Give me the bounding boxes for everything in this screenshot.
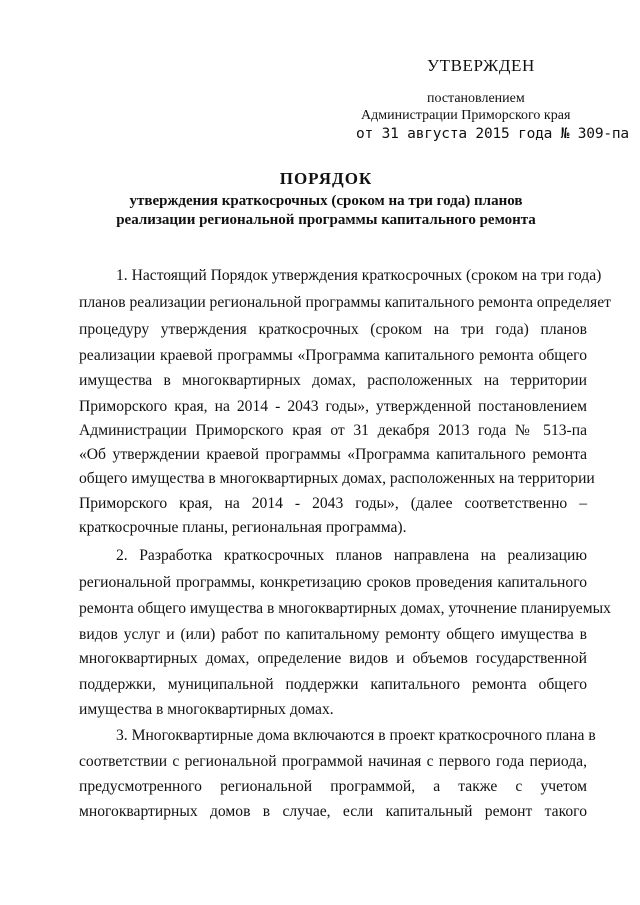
paragraph-1-line: Администрации Приморского края от 31 декабря 2013 года № 513-па xyxy=(79,422,587,439)
paragraph-2-line: 2. Разработка краткосрочных планов направлена на реализацию xyxy=(116,547,587,564)
document-subtitle-line: утверждения краткосрочных (сроком на три года) планов xyxy=(129,193,523,209)
paragraph-1-line: 1. Настоящий Порядок утверждения краткосрочных (сроком на три года) xyxy=(116,267,602,284)
paragraph-2-line: региональной программы, конкретизацию сроков проведения капитального xyxy=(79,574,587,591)
paragraph-2-line: видов услуг и (или) работ по капитальному ремонту общего имущества в xyxy=(79,626,587,643)
approval-decree: постановлением xyxy=(427,91,525,106)
paragraph-2-line: поддержки, муниципальной поддержки капитального ремонта общего xyxy=(79,676,587,693)
document-title: ПОРЯДОК xyxy=(279,169,373,188)
paragraph-1-line: Приморского края, на 2014 - 2043 годы», (далее соответственно – xyxy=(79,495,587,512)
approval-administration: Администрации Приморского края xyxy=(361,108,571,123)
paragraph-1-line: имущества в многоквартирных домах, расположенных на территории xyxy=(79,372,587,389)
paragraph-3-line: 3. Многоквартирные дома включаются в проект краткосрочного плана в xyxy=(116,727,596,744)
paragraph-3-line: многоквартирных домов в случае, если капитальный ремонт такого xyxy=(79,803,587,820)
paragraph-3-line: предусмотренного региональной программой, а также с учетом xyxy=(79,778,587,795)
approval-date-line: от 31 августа 2015 года № 309-па xyxy=(356,126,629,142)
paragraph-2-line: имущества в многоквартирных домах. xyxy=(79,701,334,718)
paragraph-3-line: соответствии с региональной программой начиная с первого года периода, xyxy=(79,753,587,770)
paragraph-1-line: общего имущества в многоквартирных домах, расположенных на территории xyxy=(79,470,595,487)
paragraph-1-line: Приморского края, на 2014 - 2043 годы», утвержденной постановлением xyxy=(79,398,587,415)
document-subtitle-line: реализации региональной программы капитального ремонта xyxy=(116,212,536,228)
paragraph-2-line: ремонта общего имущества в многоквартирных домах, уточнение планируемых xyxy=(79,600,611,617)
paragraph-1-line: краткосрочные планы, региональная программа). xyxy=(79,519,407,536)
paragraph-1-line: реализации краевой программы «Программа капитального ремонта общего xyxy=(79,347,587,364)
paragraph-1-line: «Об утверждении краевой программы «Программа капитального ремонта xyxy=(79,446,587,463)
approval-heading: УТВЕРЖДЕН xyxy=(427,56,535,75)
paragraph-2-line: многоквартирных домах, определение видов и объемов государственной xyxy=(79,650,587,667)
paragraph-1-line: планов реализации региональной программы капитального ремонта определяет xyxy=(79,294,611,311)
paragraph-1-line: процедуру утверждения краткосрочных (сроком на три года) планов xyxy=(79,321,587,338)
